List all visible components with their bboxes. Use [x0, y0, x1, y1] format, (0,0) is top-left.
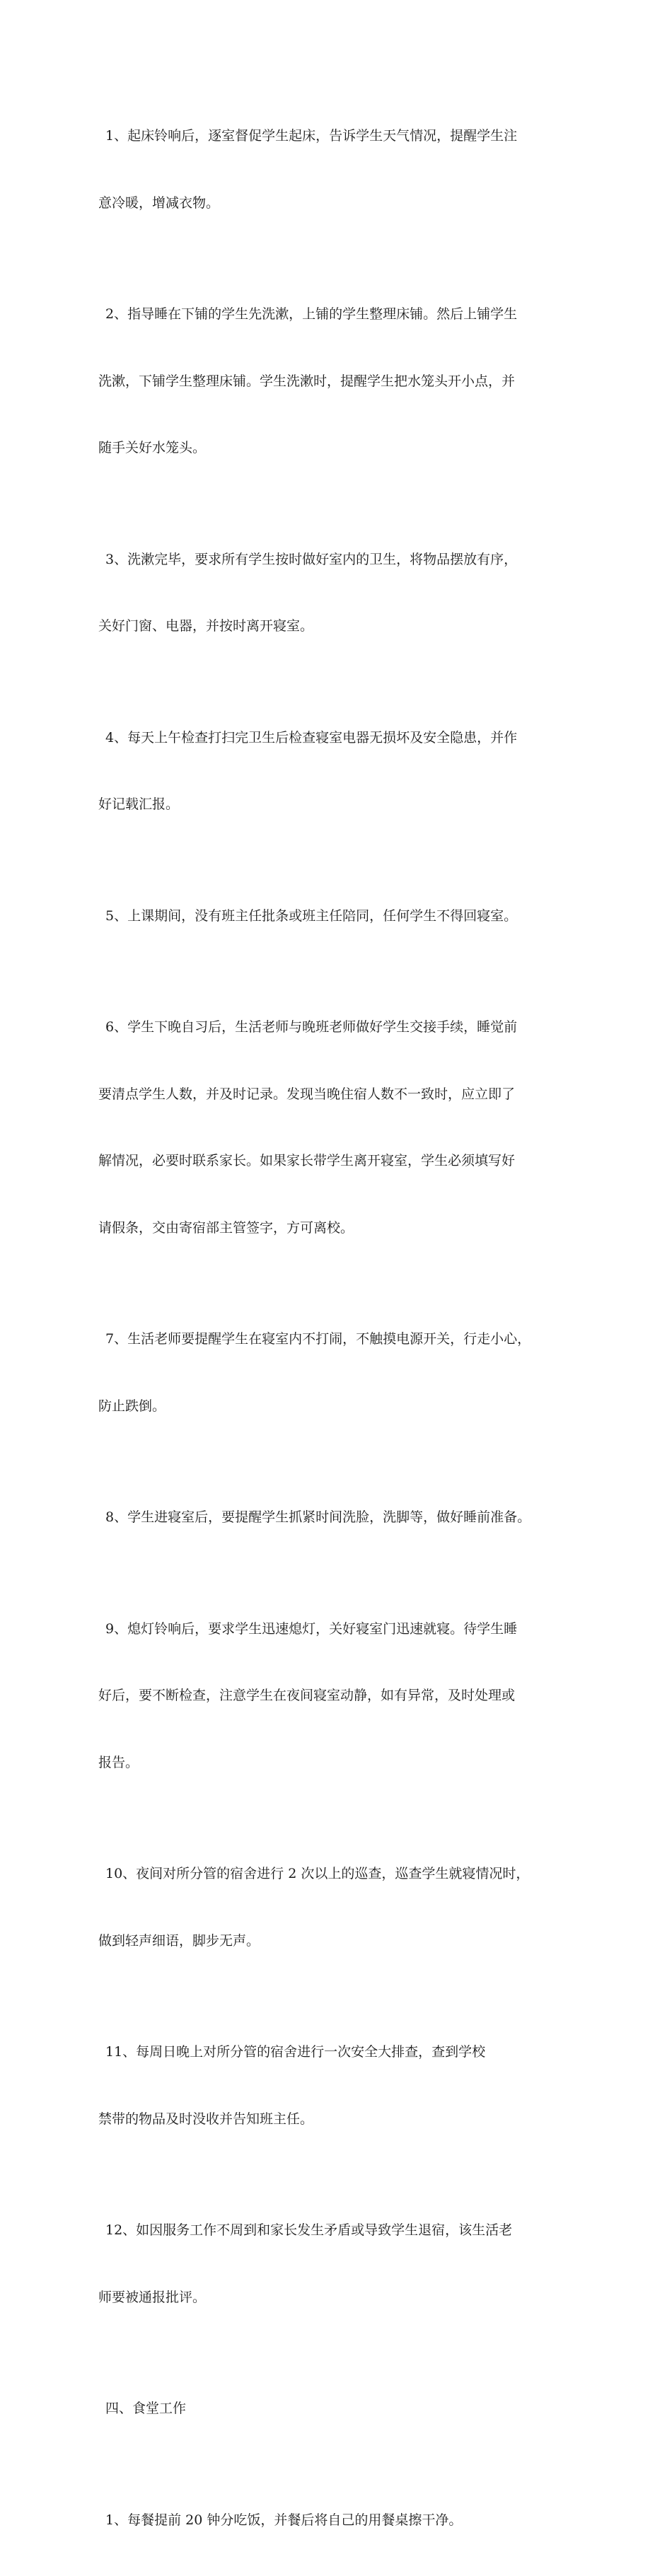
- text-line: 8、学生进寝室后，要提醒学生抓紧时间洗脸，洗脚等，做好睡前准备。: [98, 1507, 586, 1529]
- paragraph-13: [98, 2465, 586, 2576]
- text-line: 4、每天上午检查打扫完卫生后检查寝室电器无损坏及安全隐患，并作: [98, 727, 586, 750]
- text-line: 7、生活老师要提醒学生在寝室内不打闹，不触摸电源开关，行走小心，: [98, 1328, 586, 1351]
- text-line: 随手关好水笼头。: [98, 437, 586, 460]
- paragraph-8: [98, 1462, 586, 1574]
- text-line: 关好门窗、电器，并按时离开寝室。: [98, 615, 586, 638]
- text-line: 1、起床铃响后，逐室督促学生起床，告诉学生天气情况，提醒学生注: [98, 125, 586, 148]
- paragraph-9: [98, 1574, 586, 1819]
- text-line: 要清点学生人数，并及时记录。发现当晚住宿人数不一致时，应立即了: [98, 1084, 586, 1106]
- paragraph-1: [98, 81, 586, 259]
- text-line: 解情况，必要时联系家长。如果家长带学生离开寝室，学生必须填写好: [98, 1150, 586, 1173]
- text-line: 禁带的物品及时没收并告知班主任。: [98, 2108, 586, 2131]
- paragraph-6: [98, 972, 586, 1284]
- text-line: 报告。: [98, 1752, 586, 1775]
- text-line: 12、如因服务工作不周到和家长发生矛盾或导致学生退宿，该生活老: [98, 2220, 586, 2242]
- text-line: 5、上课期间，没有班主任批条或班主任陪同，任何学生不得回寝室。: [98, 905, 586, 928]
- section-title: 四、食堂工作: [98, 2398, 586, 2420]
- document-page: [0, 0, 672, 870]
- paragraph-10: [98, 1818, 586, 1997]
- document-body: [98, 81, 586, 2576]
- text-line: 好后，要不断检查，注意学生在夜间寝室动静，如有异常，及时处理或: [98, 1685, 586, 1707]
- text-line: 意冷暖，增减衣物。: [98, 192, 586, 215]
- paragraph-12: [98, 2175, 586, 2353]
- text-line: 做到轻声细语，脚步无声。: [98, 1930, 586, 1953]
- text-line: 6、学生下晚自习后，生活老师与晚班老师做好学生交接手续，睡觉前: [98, 1016, 586, 1039]
- text-line: 1、每餐提前 20 钟分吃饭，并餐后将自己的用餐桌擦干净。: [98, 2510, 586, 2532]
- paragraph-4: [98, 683, 586, 861]
- text-line: 11、每周日晚上对所分管的宿舍进行一次安全大排查，查到学校: [98, 2041, 586, 2064]
- text-line: 洗漱，下铺学生整理床铺。学生洗漱时，提醒学生把水笼头开小点，并: [98, 371, 586, 393]
- text-line: 2、指导睡在下铺的学生先洗漱，上铺的学生整理床铺。然后上铺学生: [98, 303, 586, 326]
- text-line: 好记载汇报。: [98, 794, 586, 816]
- text-line: 10、夜间对所分管的宿舍进行 2 次以上的巡查，巡查学生就寝情况时，: [98, 1863, 586, 1886]
- text-line: 师要被通报批评。: [98, 2287, 586, 2309]
- text-line: 3、洗漱完毕，要求所有学生按时做好室内的卫生，将物品摆放有序，: [98, 549, 586, 572]
- paragraph-2: [98, 259, 586, 504]
- section-heading: [98, 2353, 586, 2465]
- paragraph-7: [98, 1284, 586, 1462]
- text-line: 9、熄灯铃响后，要求学生迅速熄灯，关好寝室门迅速就寝。待学生睡: [98, 1618, 586, 1641]
- text-line: 防止跌倒。: [98, 1396, 586, 1418]
- paragraph-5: [98, 861, 586, 973]
- text-line: 请假条，交由寄宿部主管签字，方可离校。: [98, 1217, 586, 1240]
- paragraph-3: [98, 504, 586, 683]
- paragraph-11: [98, 1997, 586, 2175]
